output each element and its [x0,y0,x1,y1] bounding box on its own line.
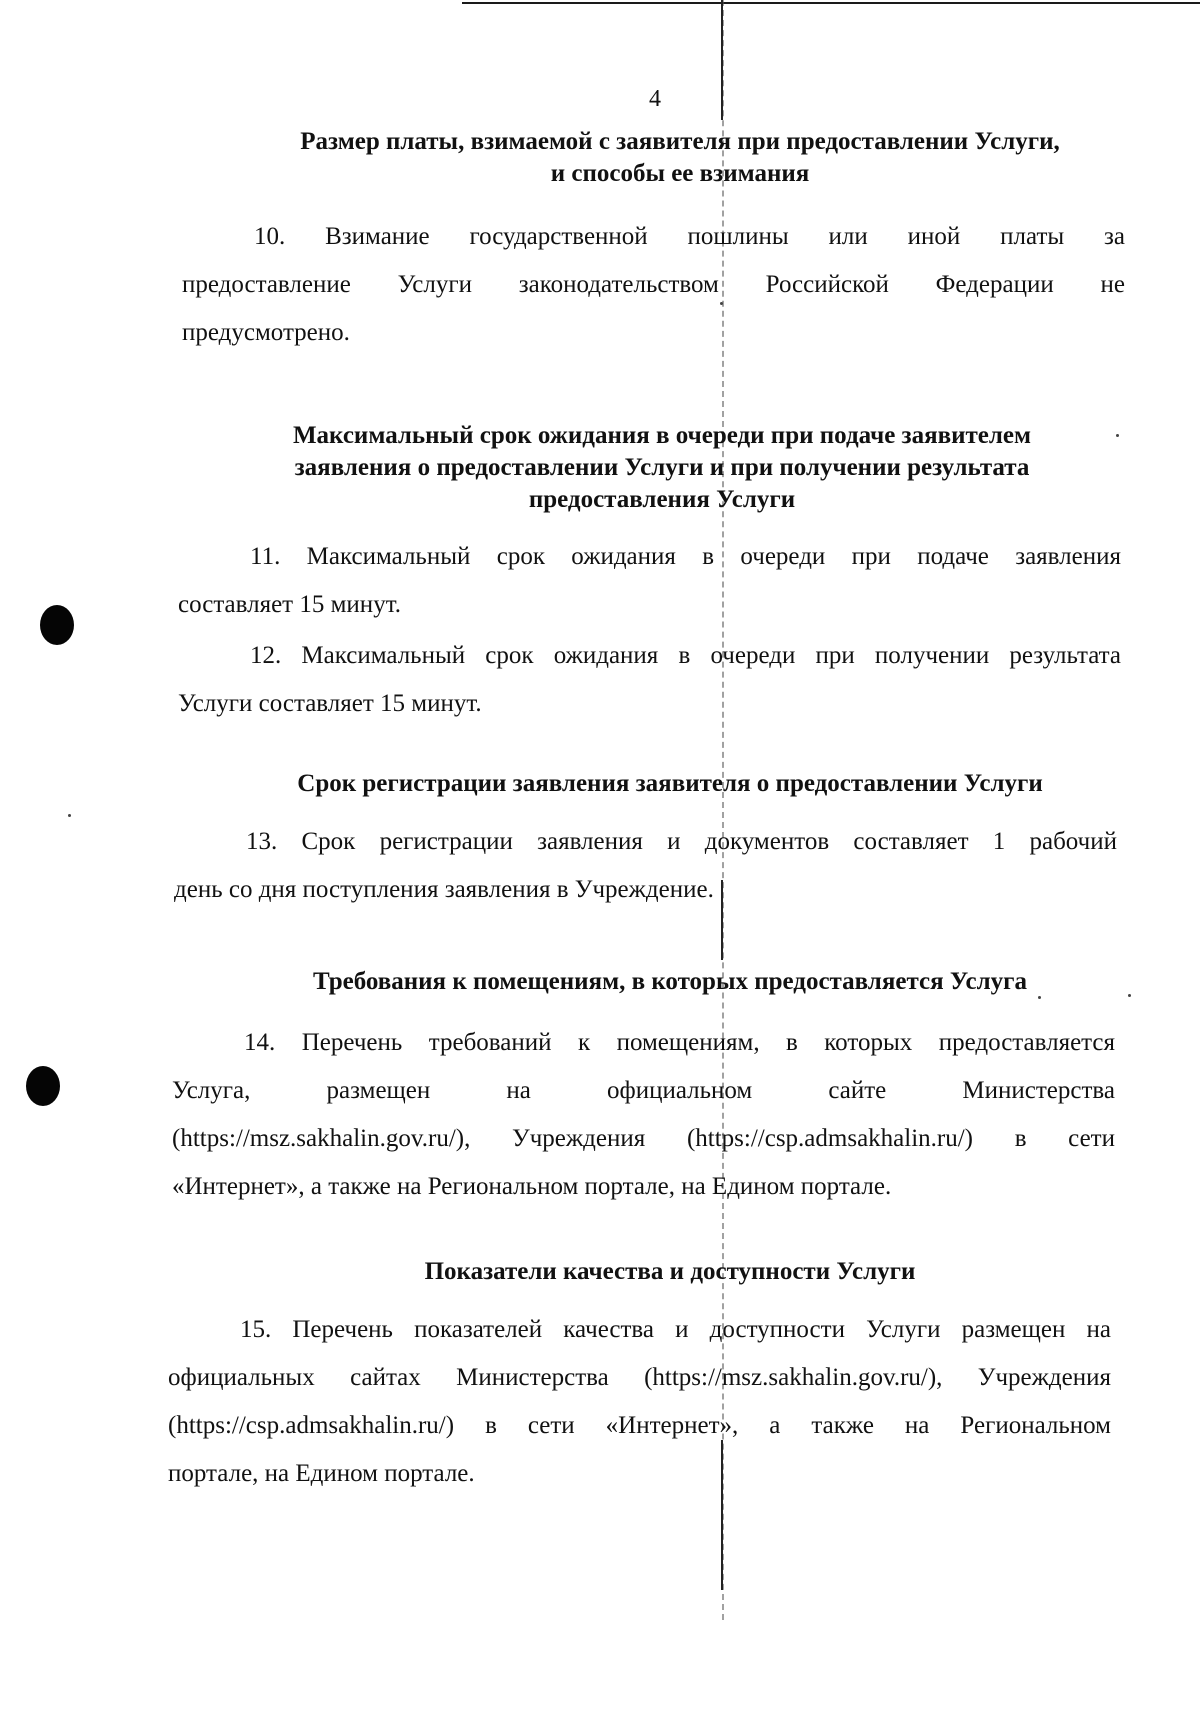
paragraph-line: «Интернет», а также на Региональном портале, на Едином портале. [172,1173,892,1200]
heading-line: Срок регистрации заявления заявителя о предоставлении Услуги [297,770,1043,797]
scan-speck [68,814,71,817]
paragraph-line: 14. Перечень требований к помещениям, в которых предоставляется [244,1029,1115,1056]
heading-line: Требования к помещениям, в которых предоставляется Услуга [312,968,1028,995]
page-number: 4 [649,86,661,112]
paragraph-15 [168,1306,1111,1498]
paragraph-line: составляет 15 минут. [178,591,401,618]
section-heading-queue-time [222,420,1102,516]
paragraph-line: 15. Перечень показателей качества и доступности Услуги размещен на [240,1316,1111,1343]
heading-line: Размер платы, взимаемой с заявителя при предоставлении Услуги, [300,128,1060,155]
paragraph-12 [178,632,1121,728]
paragraph-line: официальных сайтах Министерства (https://msz.sakhalin.gov.ru/), Учреждения [168,1364,1111,1391]
heading-line: заявления о предоставлении Услуги и при получении результата [294,454,1030,481]
paragraph-line: 12. Максимальный срок ожидания в очереди при получении результата [250,642,1121,669]
paragraph-13 [174,818,1117,914]
punch-hole-upper [40,605,74,645]
heading-line: и способы ее взимания [550,160,810,187]
paragraph-line: предоставление Услуги законодательством Российской Федерации не [182,271,1125,298]
heading-line: Максимальный срок ожидания в очереди при подаче заявителем [292,422,1032,449]
paragraph-line: портале, на Едином портале. [168,1460,475,1487]
paragraph-line: предусмотрено. [182,319,350,346]
heading-line: предоставления Услуги [528,486,796,513]
paragraph-line: Услуги составляет 15 минут. [178,690,482,717]
paragraph-line: 13. Срок регистрации заявления и документов составляет 1 рабочий [246,828,1117,855]
punch-hole-lower [26,1066,60,1106]
paragraph-line: (https://msz.sakhalin.gov.ru/), Учреждения (https://csp.admsakhalin.ru/) в сети [172,1125,1115,1152]
paragraph-line: (https://csp.admsakhalin.ru/) в сети «Интернет», а также на Региональном [168,1412,1111,1439]
paragraph-line: день со дня поступления заявления в Учреждение. [174,876,714,903]
paragraph-line: 10. Взимание государственной пошлины или иной платы за [254,223,1125,250]
paragraph-line: 11. Максимальный срок ожидания в очереди при подаче заявления [250,543,1121,570]
scan-top-edge-line [462,2,1200,4]
section-heading-premises-requirements [200,966,1140,998]
section-heading-fee [240,126,1120,190]
section-heading-quality-indicators [200,1256,1140,1288]
section-heading-registration-time [200,768,1140,800]
paragraph-line: Услуга, размещен на официальном сайте Министерства [172,1077,1115,1104]
paragraph-11 [178,533,1121,629]
paragraph-14 [172,1019,1115,1211]
scan-speck [1116,434,1119,437]
heading-line: Показатели качества и доступности Услуги [424,1258,916,1285]
paragraph-10 [182,213,1125,357]
